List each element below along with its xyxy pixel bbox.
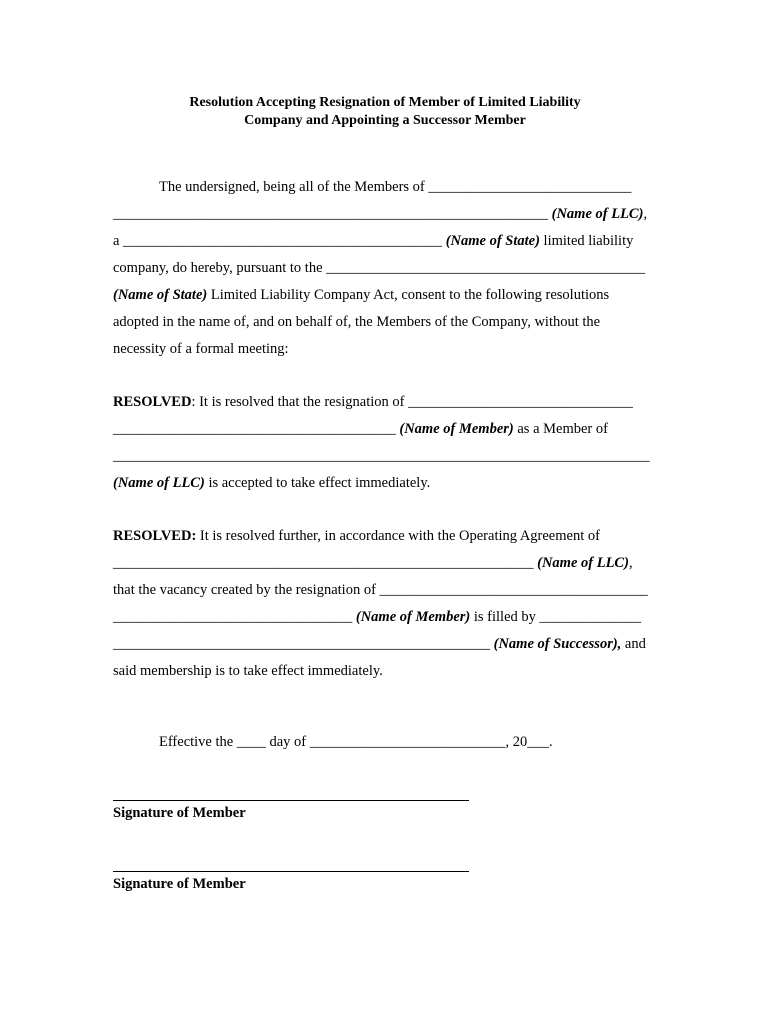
resolution-1-line-3: __________________________________________________________________________ [113, 448, 650, 464]
intro-line-3 [113, 232, 633, 250]
successor-blank: ____________________________________________________ [113, 636, 494, 652]
member-blank: _______________________________________ [113, 421, 400, 437]
signature-label-2: Signature of Member [113, 876, 246, 892]
resolution-2-line-1-rest: It is resolved further, in accordance with the Operating Agreement of [196, 528, 600, 544]
resolution-2-line-4-end: is filled by ______________ [470, 609, 642, 625]
resolved-heading: RESOLVED [113, 394, 192, 410]
resolved-heading: RESOLVED: [113, 528, 197, 544]
intro-line-7: necessity of a formal meeting: [113, 341, 289, 357]
resolution-2-line-1 [113, 527, 600, 545]
resolution-2-line-6: said membership is to take effect immediately. [113, 663, 383, 679]
signature-line-1 [113, 800, 469, 801]
resolution-1-line-1-rest: : It is resolved that the resignation of _______________________________ [191, 394, 633, 410]
document-title [0, 94, 770, 130]
resolution-2-line-4 [113, 608, 641, 626]
member-blank: _________________________________ [113, 609, 356, 625]
effective-date-line: Effective the ____ day of ___________________________, 20___. [159, 734, 553, 750]
punctuation: , [643, 206, 648, 222]
signature-label-1: Signature of Member [113, 805, 246, 821]
title-line-1: Resolution Accepting Resignation of Member of Limited Liability [189, 95, 581, 110]
intro-line-3-end: limited liability [539, 233, 634, 249]
name-of-llc-label: (Name of LLC) [113, 475, 205, 491]
name-of-member-label: (Name of Member) [355, 609, 471, 625]
name-of-llc-label: (Name of LLC) [537, 555, 629, 571]
intro-line-4: company, do hereby, pursuant to the ____________________________________________ [113, 260, 646, 276]
punctuation: , [628, 555, 633, 571]
resolution-2-line-3: that the vacancy created by the resignation of _____________________________________ [113, 582, 648, 598]
resolution-2-line-2 [113, 554, 633, 572]
intro-line-1: The undersigned, being all of the Members of ____________________________ [159, 179, 632, 195]
intro-line-5-rest: Limited Liability Company Act, consent to the following resolutions [207, 287, 610, 303]
resolution-1-line-4 [113, 474, 430, 492]
name-of-llc-label: (Name of LLC) [551, 206, 644, 222]
intro-line-6: adopted in the name of, and on behalf of, the Members of the Company, without the [113, 314, 601, 330]
name-of-state-label: (Name of State) [113, 287, 208, 303]
resolution-1-line-4-rest: is accepted to take effect immediately. [204, 475, 431, 491]
resolution-1-line-2-end: as a Member of [513, 421, 608, 437]
resolution-1-line-2 [113, 420, 608, 438]
intro-line-2 [113, 205, 647, 223]
llc-name-blank: ____________________________________________________________ [113, 206, 552, 222]
intro-line-5 [113, 286, 609, 304]
title-line-2: Company and Appointing a Successor Member [244, 113, 526, 128]
name-of-successor-label: (Name of Successor), [493, 636, 622, 652]
state-blank: a ____________________________________________ [113, 233, 446, 249]
resolution-2-line-5-end: and [621, 636, 646, 652]
name-of-member-label: (Name of Member) [399, 421, 514, 437]
resolution-1-line-1 [113, 393, 633, 411]
resolution-2-line-5 [113, 635, 646, 653]
llc-name-blank: __________________________________________________________ [113, 555, 538, 571]
signature-line-2 [113, 871, 469, 872]
name-of-state-label: (Name of State) [445, 233, 540, 249]
